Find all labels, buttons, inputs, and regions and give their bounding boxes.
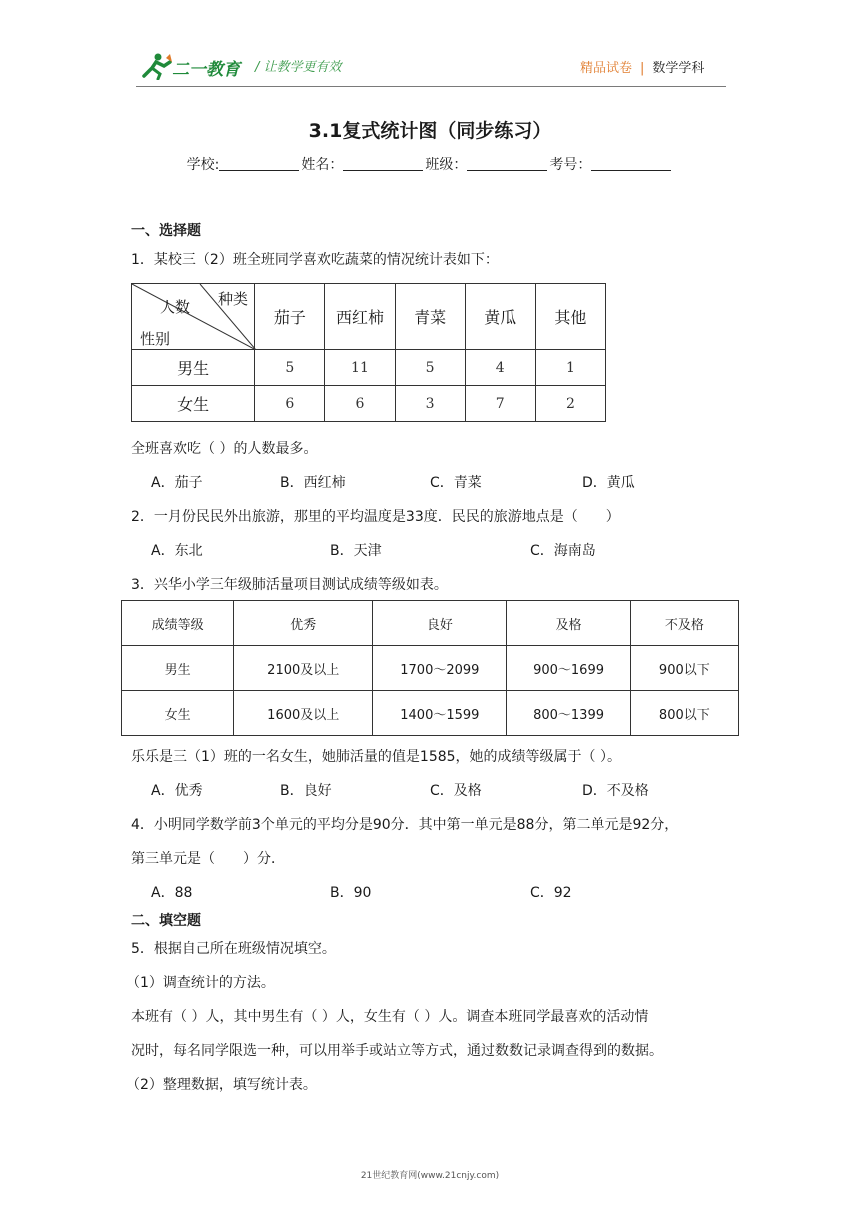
header-divider [136, 86, 726, 87]
table-header-cell: 良好 [373, 601, 507, 646]
table-cell: 5 [395, 350, 465, 386]
name-label: 姓名： [301, 157, 344, 173]
q1-option-c[interactable]: C．青菜 [430, 475, 482, 491]
table-cell: 1700～2099 [373, 646, 507, 691]
table-row [122, 646, 739, 691]
q3-option-c[interactable]: C．及格 [430, 783, 482, 799]
q3-stem: 3．兴华小学三年级肺活量项目测试成绩等级如表。 [131, 577, 448, 593]
diag-mid-label: 人数 [160, 298, 191, 316]
table-cell: 900以下 [630, 646, 738, 691]
table-row [122, 691, 739, 736]
q4-option-a[interactable]: A．88 [151, 885, 193, 901]
q5-sub2: （2）整理数据，填写统计表。 [126, 1077, 317, 1093]
lung-capacity-table [121, 600, 739, 736]
page-title: 3.1复式统计图（同步练习） [308, 120, 552, 142]
q5-text-line1: 本班有（ ）人，其中男生有（ ）人，女生有（ ）人。调查本班同学最喜欢的活动情 [131, 1009, 649, 1025]
table-header-cell: 优秀 [234, 601, 373, 646]
table-cell: 3 [395, 386, 465, 422]
table-cell: 2100及以上 [234, 646, 373, 691]
vegetable-table [131, 283, 606, 422]
table-header-cell: 不及格 [630, 601, 738, 646]
header-separator: | [640, 61, 645, 76]
school-label: 学校: [186, 157, 220, 173]
page-footer: 21世纪教育网(www.21cnjy.com) [360, 1171, 500, 1181]
q2-option-c[interactable]: C．海南岛 [530, 543, 596, 559]
table-cell: 1 [535, 350, 605, 386]
row-label: 男生 [132, 350, 255, 386]
table-cell: 6 [325, 386, 395, 422]
diag-bottom-label: 性别 [140, 330, 171, 348]
exam-no-label: 考号： [549, 157, 592, 173]
q2-option-b[interactable]: B．天津 [330, 543, 382, 559]
header-right [580, 57, 704, 76]
header-tag: 精品试卷 [580, 61, 633, 76]
col-header: 茄子 [255, 284, 325, 350]
q5-stem: 5．根据自己所在班级情况填空。 [131, 941, 336, 957]
slogan: / 让教学更有效 [255, 60, 342, 75]
table-cell: 6 [255, 386, 325, 422]
table-cell: 男生 [122, 646, 234, 691]
q4-option-b[interactable]: B．90 [330, 885, 372, 901]
q4-stem-line1: 4．小明同学数学前3个单元的平均分是90分．其中第一单元是88分，第二单元是92分， [131, 817, 679, 833]
table-cell: 1600及以上 [234, 691, 373, 736]
q4-stem-line2: 第三单元是（ ）分． [131, 851, 285, 867]
col-header: 青菜 [395, 284, 465, 350]
q2-stem: 2．一月份民民外出旅游，那里的平均温度是33度．民民的旅游地点是（ ） [131, 509, 620, 525]
col-header: 其他 [535, 284, 605, 350]
table-row [132, 350, 606, 386]
table-cell: 11 [325, 350, 395, 386]
exam-no-blank [591, 156, 671, 171]
table-cell: 7 [465, 386, 535, 422]
header-subject: 数学学科 [652, 61, 705, 76]
diag-top-label: 种类 [218, 290, 249, 308]
q3-option-d[interactable]: D．不及格 [582, 783, 649, 799]
q1-question: 全班喜欢吃（ ）的人数最多。 [131, 441, 318, 457]
logo-text: 二一教育 [172, 60, 240, 80]
q1-option-d[interactable]: D．黄瓜 [582, 475, 635, 491]
table-cell: 女生 [122, 691, 234, 736]
q1-option-a[interactable]: A．茄子 [151, 475, 203, 491]
table-cell: 1400～1599 [373, 691, 507, 736]
q4-option-c[interactable]: C．92 [530, 885, 572, 901]
table-cell: 5 [255, 350, 325, 386]
q1-stem: 1．某校三（2）班全班同学喜欢吃蔬菜的情况统计表如下： [131, 252, 499, 268]
school-blank [219, 156, 299, 171]
q3-question: 乐乐是三（1）班的一名女生，她肺活量的值是1585，她的成绩等级属于（ ）。 [131, 749, 621, 765]
student-info-line [0, 154, 860, 174]
q2-option-a[interactable]: A．东北 [151, 543, 203, 559]
q1-option-b[interactable]: B．西红柿 [280, 475, 346, 491]
table-header-cell: 成绩等级 [122, 601, 234, 646]
table-cell: 900～1699 [507, 646, 630, 691]
row-label: 女生 [132, 386, 255, 422]
q5-sub1: （1）调查统计的方法。 [126, 975, 275, 991]
table-header-row [122, 601, 739, 646]
q3-option-a[interactable]: A．优秀 [151, 783, 203, 799]
table-row [132, 386, 606, 422]
col-header: 黄瓜 [465, 284, 535, 350]
table-cell: 4 [465, 350, 535, 386]
col-header: 西红柿 [325, 284, 395, 350]
class-blank [467, 156, 547, 171]
class-label: 班级： [425, 157, 468, 173]
q3-option-b[interactable]: B．良好 [280, 783, 332, 799]
section-heading-choice: 一、选择题 [131, 223, 201, 239]
table-cell: 2 [535, 386, 605, 422]
section-heading-fill: 二、填空题 [131, 913, 201, 929]
diagonal-header-cell [132, 284, 255, 350]
name-blank [343, 156, 423, 171]
table-cell: 800以下 [630, 691, 738, 736]
q5-text-line2: 况时，每名同学限选一种，可以用举手或站立等方式，通过数数记录调查得到的数据。 [131, 1043, 663, 1059]
table-cell: 800～1399 [507, 691, 630, 736]
table-header-cell: 及格 [507, 601, 630, 646]
